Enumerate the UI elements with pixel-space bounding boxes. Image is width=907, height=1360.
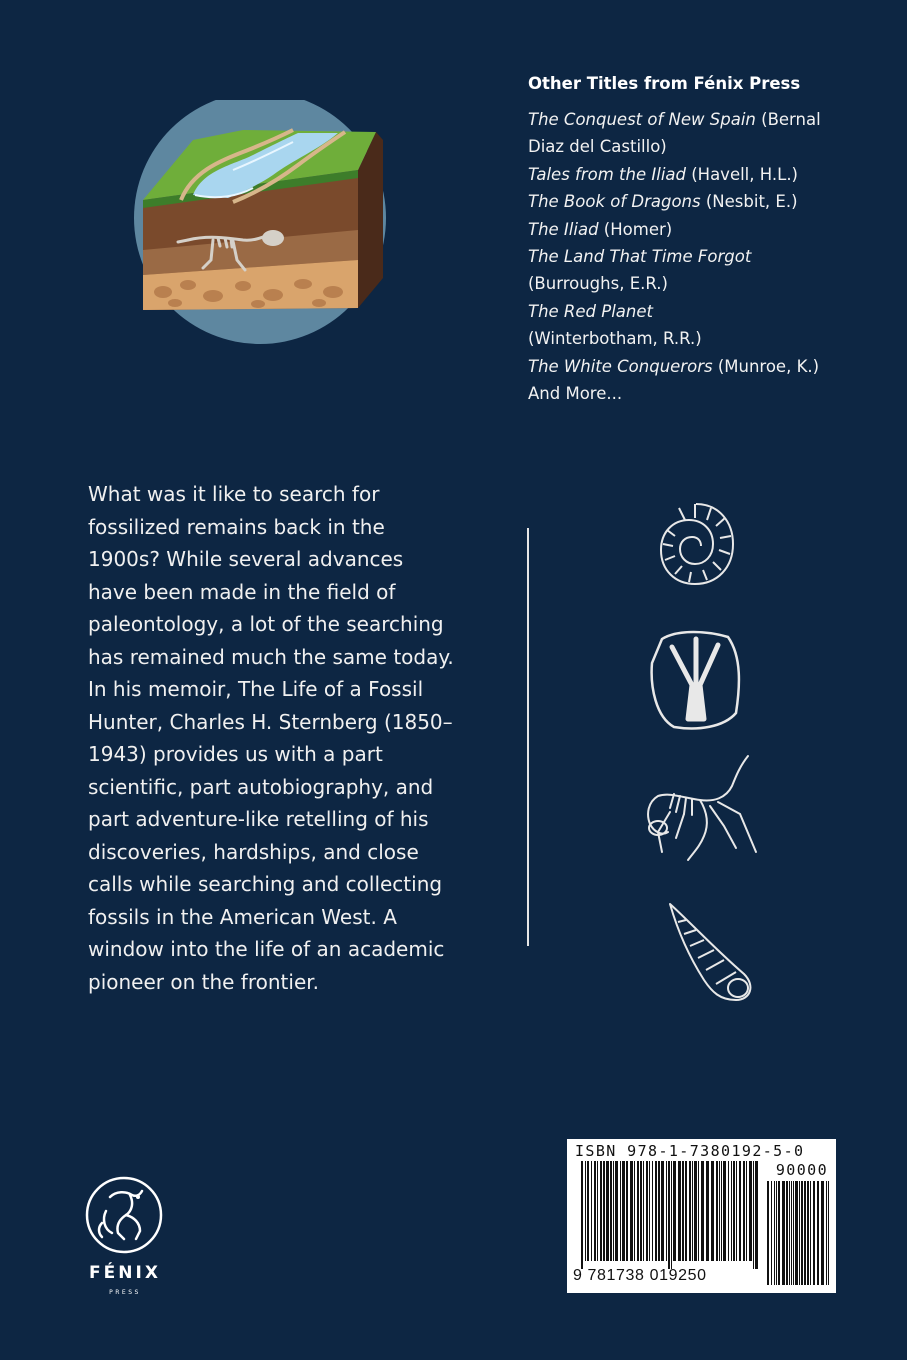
barcode-bar	[719, 1161, 720, 1261]
barcode-bar	[600, 1161, 602, 1261]
ammonite-icon	[655, 500, 737, 588]
addon-bar	[801, 1181, 803, 1285]
barcode-bar	[634, 1161, 635, 1261]
addon-bar	[810, 1181, 811, 1285]
barcode-bar	[716, 1161, 718, 1261]
barcode-bar	[640, 1161, 642, 1261]
addon-bar	[767, 1181, 769, 1285]
barcode-bar	[731, 1161, 732, 1261]
title-line: Diaz del Castillo)	[528, 137, 667, 157]
barcode-bar	[743, 1161, 745, 1261]
title-line: The White Conquerors (Munroe, K.)	[528, 356, 820, 376]
barcode-bar	[733, 1161, 735, 1261]
addon-bar	[795, 1181, 798, 1285]
addon-bar	[813, 1181, 815, 1285]
barcode-bar	[736, 1161, 737, 1261]
barcode-bar	[652, 1161, 653, 1261]
addon-bar	[771, 1181, 772, 1285]
addon-bar	[774, 1181, 775, 1285]
barcode-bar	[694, 1161, 697, 1261]
barcode-bar	[692, 1161, 693, 1261]
addon-bar	[804, 1181, 806, 1285]
addon-number: 90000	[775, 1161, 828, 1179]
title-line: (Burroughs, E.R.)	[528, 274, 668, 294]
barcode-bar	[646, 1161, 648, 1261]
logo-name: FÉNIX	[89, 1263, 161, 1283]
barcode-bar	[661, 1161, 664, 1261]
title-line: The Conquest of New Spain (Bernal	[528, 110, 821, 129]
addon-bar	[789, 1181, 790, 1285]
addon-bar	[793, 1181, 794, 1285]
addon-bar	[817, 1181, 819, 1285]
other-titles-list	[528, 72, 888, 407]
barcode-bar	[649, 1161, 650, 1261]
barcode-bar	[655, 1161, 657, 1261]
title-line: Tales from the Iliad (Havell, H.L.)	[528, 164, 798, 184]
barcode-bar	[606, 1161, 609, 1261]
addon-bar	[821, 1181, 824, 1285]
barcode-bar	[673, 1161, 676, 1261]
barcode-bar	[728, 1161, 729, 1261]
barcode-bar	[597, 1161, 598, 1261]
barcode-bar	[682, 1161, 684, 1261]
barcode-bar	[749, 1161, 752, 1261]
barcode-bar	[706, 1161, 709, 1261]
barcode-bar	[620, 1161, 621, 1261]
barcode-bar	[668, 1161, 670, 1269]
logo-sub: PRESS	[109, 1289, 141, 1296]
barcode-bar	[587, 1161, 589, 1261]
addon-bar	[826, 1181, 827, 1285]
barcode-bar	[666, 1161, 667, 1261]
barcode-bar	[643, 1161, 644, 1261]
phoenix-logo-icon	[80, 1175, 170, 1255]
addon-bar	[791, 1181, 792, 1285]
addon-bar	[776, 1181, 777, 1285]
barcode-bar	[613, 1161, 614, 1261]
barcode-bar	[711, 1161, 714, 1261]
barcode-bar	[610, 1161, 612, 1261]
addon-bar	[786, 1181, 788, 1285]
isbn-label: ISBN 978-1-7380192-5-0	[575, 1142, 805, 1160]
addon-bar	[782, 1181, 785, 1285]
barcode-bar	[739, 1161, 741, 1261]
barcode-bar	[746, 1161, 747, 1261]
barcode-bar	[585, 1161, 586, 1261]
vertical-divider	[527, 528, 529, 946]
barcode-bar	[689, 1161, 691, 1261]
other-titles-heading: Other Titles from Fénix Press	[528, 74, 801, 93]
barcode-bar	[678, 1161, 681, 1261]
book-blurb: What was it like to search for fossilized remains back in the 1900s? While several advances have been made in the field of paleontology, a lot of the searching has remained much the same today. In his memoir, The Life of a Fossil Hunter, Charles H. Sternberg (1850–1943) provides us with a part scientific, part autobiography, and part adventure-like retelling of his discoveries, hardships, and close calls while searching and collecting fossils in the American West. A window into the life of an academic pioneer on the frontier.	[88, 482, 454, 994]
title-line: The Land That Time Forgot	[528, 247, 752, 267]
barcode-bar	[626, 1161, 628, 1261]
barcode-bar	[581, 1161, 583, 1269]
barcode-bar	[671, 1161, 672, 1269]
barcode-bar	[630, 1161, 633, 1261]
barcode-bar	[615, 1161, 618, 1261]
barcode-bar	[591, 1161, 592, 1261]
addon-bar	[807, 1181, 809, 1285]
barcode-bar	[723, 1161, 726, 1261]
barcode-bar	[753, 1161, 754, 1269]
barcode-bar	[637, 1161, 639, 1261]
addon-bar	[778, 1181, 780, 1285]
title-line: (Winterbotham, R.R.)	[528, 329, 702, 349]
title-line: The Iliad (Homer)	[528, 219, 673, 239]
barcode-bar	[755, 1161, 758, 1269]
barcode-bar	[698, 1161, 699, 1261]
barcode-bar	[594, 1161, 596, 1261]
barcode-bar	[685, 1161, 687, 1261]
barcode-bar	[622, 1161, 625, 1261]
title-line: The Red Planet	[528, 301, 653, 321]
plesiosaur-skeleton-icon	[640, 752, 762, 864]
barcode	[567, 1139, 836, 1293]
title-line: And More...	[528, 384, 623, 404]
addon-bar	[828, 1181, 829, 1285]
fossil-dig-illustration	[133, 100, 387, 346]
barcode-bar	[721, 1161, 722, 1261]
title-line: The Book of Dragons (Nesbit, E.)	[528, 192, 798, 212]
barcode-bar	[701, 1161, 704, 1261]
ean-number: 9 781738 019250	[573, 1267, 707, 1284]
addon-bar	[799, 1181, 800, 1285]
barcode-bar	[603, 1161, 605, 1261]
barcode-bar	[658, 1161, 660, 1261]
footprint-fossil-icon	[648, 627, 744, 733]
spiral-shell-icon	[664, 900, 756, 1004]
